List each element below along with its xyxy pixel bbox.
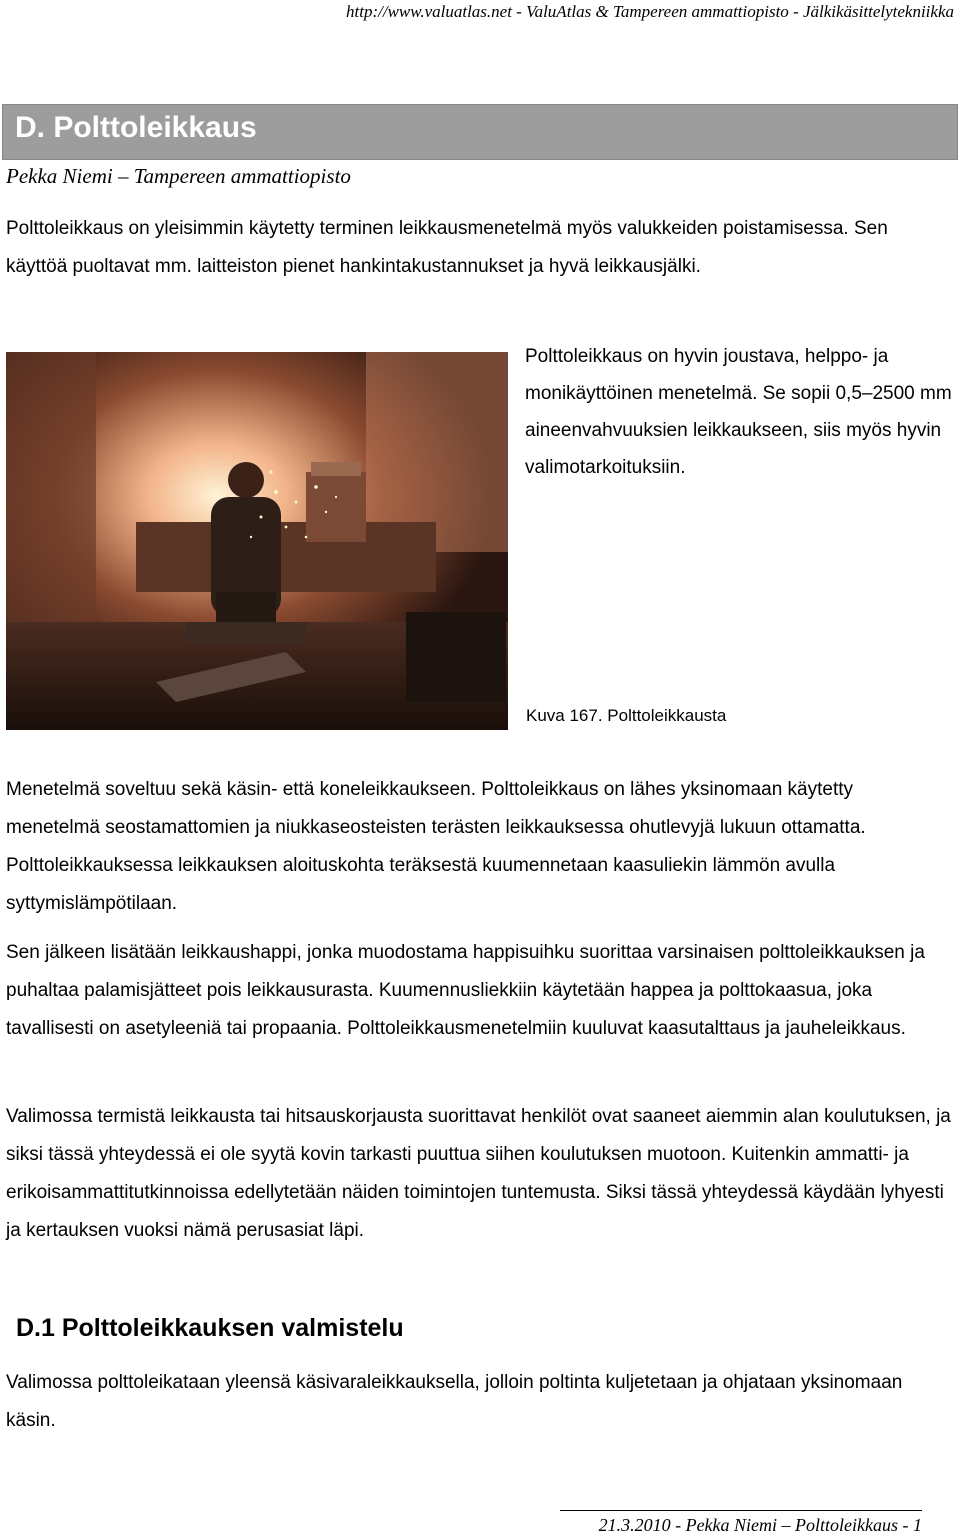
page-title: D. Polttoleikkaus xyxy=(15,111,257,144)
header-url: http://www.valuatlas.net - ValuAtlas & Tampereen ammattiopisto - Jälkikäsittelytekniikka xyxy=(346,2,954,21)
body-paragraph: Menetelmä soveltuu sekä käsin- että koneleikkaukseen. Polttoleikkaus on lähes yksinomaan käytetty menetelmä seostamattomien ja niukkaseosteisten terästen leikkauksessa ohutlevyjä lukuun ottamatta. Polttoleikkauksessa leikkauksen aloituskohta teräksestä kuumennetaan kaasuliekin lämmön avulla syttymislämpötilaan. xyxy=(6,779,866,914)
figure-caption: Kuva 167. Polttoleikkausta xyxy=(526,706,727,725)
body-paragraph: Valimossa termistä leikkausta tai hitsauskorjausta suorittavat henkilöt ovat saaneet aiemmin alan koulutuksen, ja siksi tässä yhteydessä ei ole syytä kovin tarkasti puuttua siihen koulutuksen muotoon. Kuitenkin ammatti- ja erikoisammattitutkinnoissa edellytetään näiden toimintojen tuntemusta. Siksi tässä yhteydessä käydään lyhyesti ja kertauksen vuoksi nämä perusasiat läpi. xyxy=(6,1106,951,1241)
footer-text: 21.3.2010 - Pekka Niemi – Polttoleikkaus - 1 xyxy=(598,1515,922,1535)
photo-flame-cutting xyxy=(6,352,508,730)
section-heading: D.1 Polttoleikkauksen valmistelu xyxy=(16,1314,404,1342)
footer-divider xyxy=(560,1510,922,1511)
section-paragraph: Valimossa polttoleikataan yleensä käsivaraleikkauksella, jolloin poltinta kuljetetaan ja ohjataan yksinomaan käsin. xyxy=(6,1372,903,1431)
author-line: Pekka Niemi – Tampereen ammattiopisto xyxy=(6,164,351,188)
intro-paragraph: Polttoleikkaus on yleisimmin käytetty terminen leikkausmenetelmä myös valukkeiden poistamisessa. Sen käyttöä puoltavat mm. laitteiston pienet hankintakustannukset ja hyvä leikkausjälki. xyxy=(6,218,888,277)
title-bar xyxy=(2,104,958,160)
side-paragraph: Polttoleikkaus on hyvin joustava, helppo- ja monikäyttöinen menetelmä. Se sopii 0,5–2500 mm aineenvahvuuksien leikkaukseen, siis myös hyvin valimotarkoituksiin. xyxy=(525,346,952,478)
body-paragraph: Sen jälkeen lisätään leikkaushappi, jonka muodostama happisuihku suorittaa varsinaisen polttoleikkauksen ja puhaltaa palamisjätteet pois leikkausurasta. Kuumennusliekkiin käytetään happea ja polttokaasua, joka tavallisesti on asetyleeniä tai propaania. Polttoleikkausmenetelmiin kuuluvat kaasutalttaus ja jauheleikkaus. xyxy=(6,942,925,1039)
